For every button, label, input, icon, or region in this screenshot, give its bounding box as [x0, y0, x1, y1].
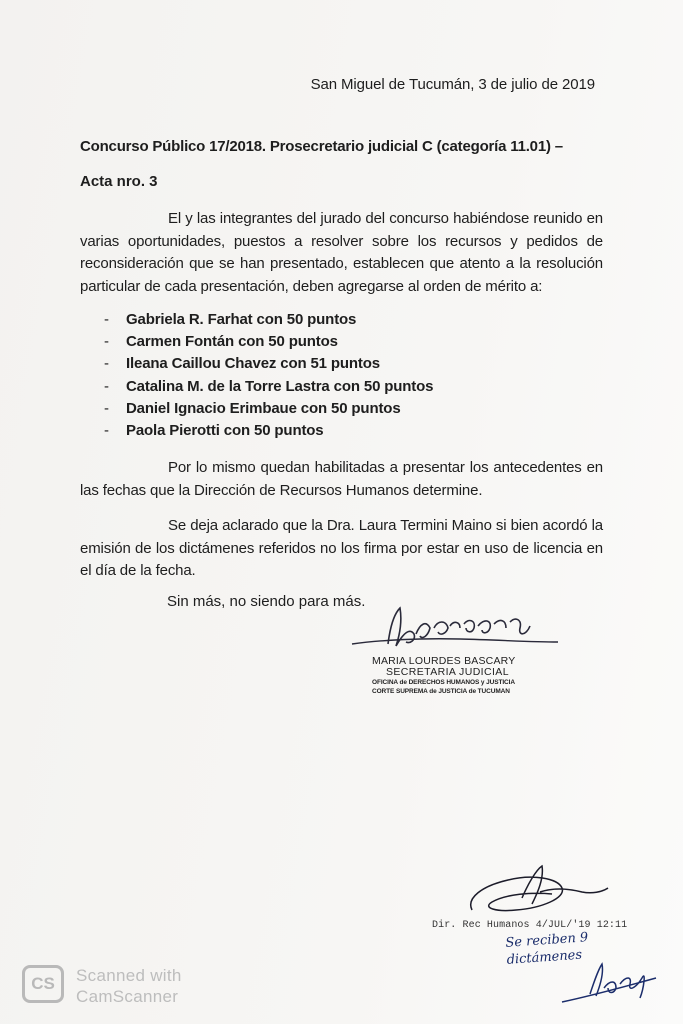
list-bullet: - [104, 311, 109, 328]
paragraph-jury-decision: El y las integrantes del jurado del concurso habiéndose reunido en varias oportunidades, puestos a resolver sobre los recursos y pedidos de reconsideración que se han presentado, establecen que atento a la resolución particular de cada presentación, deben agregarse al orden de mérito a: [80, 210, 603, 295]
reception-stamp: Dir. Rec Humanos 4/JUL/'19 12:11 [432, 920, 628, 931]
handwritten-note-line: Se reciben 9 [504, 930, 589, 951]
list-bullet: - [104, 333, 109, 351]
scanner-watermark [76, 965, 182, 1007]
signature-block [372, 656, 572, 696]
court-line: CORTE SUPREMA de JUSTICIA de TUCUMAN [372, 688, 510, 695]
list-item [104, 309, 433, 331]
handwritten-note-line: dictámenes [506, 947, 583, 968]
list-item [104, 331, 433, 353]
handwritten-signature [350, 598, 560, 658]
signatory-role: SECRETARIA JUDICIAL [386, 666, 509, 678]
list-item [104, 376, 433, 398]
reception-signature [462, 858, 612, 928]
list-item [104, 398, 433, 420]
paragraph-clarification: Se deja aclarado que la Dra. Laura Termini Maino si bien acordó la emisión de los dictámenes referidos no los firma por estar en uso de licencia en el día de la fecha. [80, 517, 603, 579]
paragraph-qualified: Por lo mismo quedan habilitadas a presentar los antecedentes en las fechas que la Dirección de Recursos Humanos determine. [80, 459, 603, 499]
list-bullet: - [104, 377, 109, 395]
office-line: OFICINA de DERECHOS HUMANOS y JUSTICIA [372, 679, 515, 686]
list-item-text: Daniel Ignacio Erimbaue con 50 puntos [126, 399, 401, 417]
camscanner-logo-icon: CS [22, 965, 64, 1003]
watermark-line: CamScanner [76, 987, 179, 1006]
document-title: Concurso Público 17/2018. Prosecretario judicial C (categoría 11.01) – [80, 138, 563, 155]
list-item-text: Carmen Fontán con 50 puntos [126, 333, 338, 351]
list-item [104, 353, 433, 375]
list-item [104, 420, 433, 442]
handwritten-initials [560, 958, 660, 1008]
list-item-text: Ileana Caillou Chavez con 51 puntos [126, 355, 380, 373]
list-bullet: - [104, 355, 109, 373]
watermark-line: Scanned with [76, 966, 182, 985]
signatory-name: MARIA LOURDES BASCARY [372, 655, 516, 667]
acta-number: Acta nro. 3 [80, 173, 158, 190]
list-bullet: - [104, 399, 109, 417]
merit-list [104, 309, 433, 442]
list-item-text: Gabriela R. Farhat con 50 puntos [126, 311, 357, 328]
list-bullet: - [104, 422, 109, 440]
date-line: San Miguel de Tucumán, 3 de julio de 2019 [310, 76, 595, 93]
closing-line: Sin más, no siendo para más. [167, 593, 366, 610]
list-item-text: Catalina M. de la Torre Lastra con 50 puntos [126, 377, 434, 395]
list-item-text: Paola Pierotti con 50 puntos [126, 422, 324, 440]
